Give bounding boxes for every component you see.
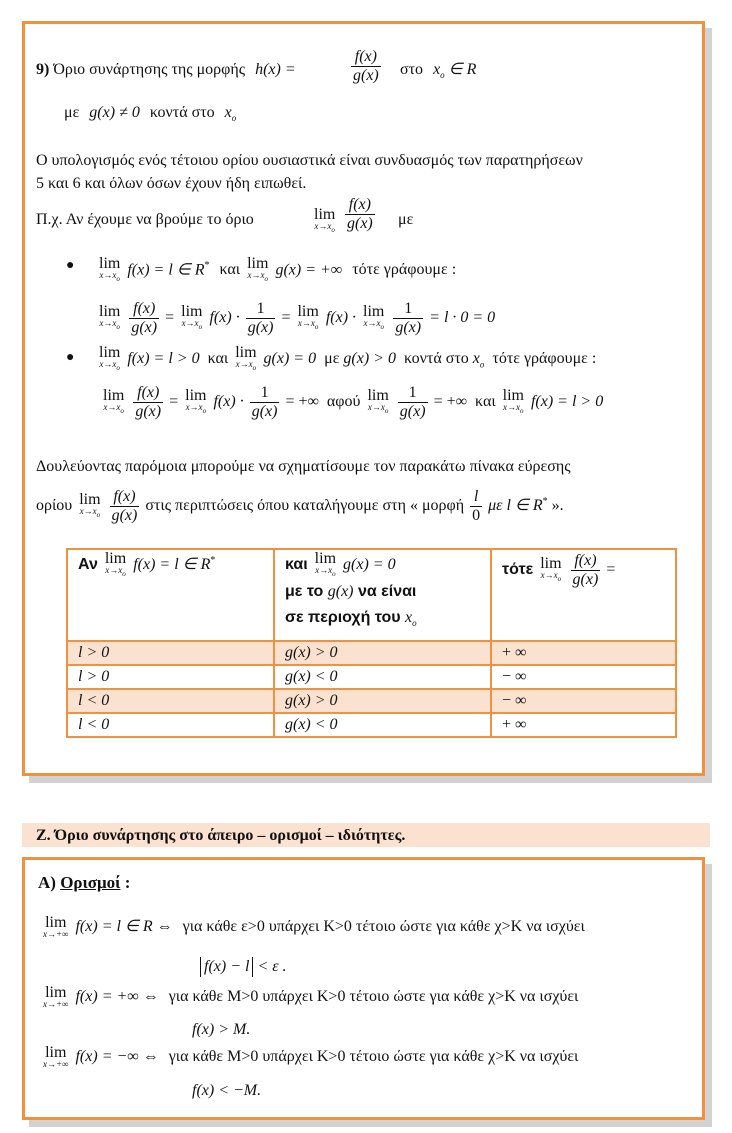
row-g-cell: g(x) > 0 xyxy=(274,641,491,665)
section-number: 9) xyxy=(36,61,50,78)
frac-num: 1 xyxy=(246,300,276,319)
b1-lim2 xyxy=(247,257,268,284)
section-title: Όριο συνάρτησης της μορφής xyxy=(53,61,246,78)
definitions-prefix: Α) xyxy=(38,873,56,892)
frac-num: 1 xyxy=(393,300,423,319)
lim-sub: x→+∞ xyxy=(43,929,69,939)
b1c-frac1 xyxy=(129,300,159,337)
lim-sub: x→+∞ xyxy=(43,999,69,1009)
header-cell-then xyxy=(491,549,676,641)
lim-word: lim xyxy=(363,303,385,321)
def2-text: για κάθε Μ>0 υπάρχει Κ>0 τέτοιο ώστε για κάθε χ>Κ να ισχύει xyxy=(168,988,579,1006)
lim-word: lim xyxy=(540,555,562,573)
lim-word: lim xyxy=(99,344,121,361)
lim-word: lim xyxy=(502,387,524,405)
row-g-cell: g(x) < 0 xyxy=(274,713,491,737)
header-star: * xyxy=(210,554,216,566)
h-point-text xyxy=(400,60,476,85)
b1-expr1: f(x) = l ∈ R xyxy=(127,261,205,279)
b2-then: τότε γράφουμε : xyxy=(492,350,597,368)
b2c-since: αφού xyxy=(326,393,361,411)
lim-word: lim xyxy=(103,387,125,405)
header-if-word: Αν xyxy=(78,556,98,574)
definitions-title: Ορισμοί xyxy=(60,873,121,892)
lim-sub: $x\to x_o$ xyxy=(540,570,562,583)
lim-sub: $x\to x_o$ xyxy=(315,565,336,578)
cond-near: κοντά στο xyxy=(149,104,215,121)
bullet-icon: ● xyxy=(66,258,75,273)
row-result-cell: + ∞ xyxy=(491,713,676,737)
para2-star: * xyxy=(542,495,548,507)
cond-expr: g(x) ≠ 0 xyxy=(89,104,140,121)
def2-line xyxy=(40,986,578,1009)
lim-word: lim xyxy=(314,550,337,567)
lim-word: lim xyxy=(247,255,269,273)
frac-num: f(x) xyxy=(129,300,159,319)
b1c-f: f(x) · xyxy=(209,309,240,327)
b2c-frac2 xyxy=(250,384,280,421)
frac-num: f(x) xyxy=(110,488,140,507)
header-lim xyxy=(105,552,126,579)
bullet2-line xyxy=(96,346,596,374)
lim-word: lim xyxy=(297,303,319,321)
h-frac-den: g(x) xyxy=(353,67,379,84)
b2c-frac1 xyxy=(133,384,163,421)
para1-line1: Ο υπολογισμός ενός τέτοιου ορίου ουσιαστικά είναι συνδυασμός των παρατηρήσεων xyxy=(36,152,583,169)
def1-line xyxy=(40,916,585,939)
lim-sub-o: o xyxy=(120,406,124,415)
lim-sub-o: o xyxy=(384,406,389,415)
lim-sub-o: o xyxy=(557,574,562,583)
lim-sub-o: o xyxy=(116,275,120,284)
header-and-expr: g(x) = 0 xyxy=(343,556,396,574)
frac-num: 1 xyxy=(398,384,428,403)
b1c-lim2 xyxy=(181,305,202,332)
lim-word: lim xyxy=(104,550,127,567)
lim-sub: $x\to x_o$ xyxy=(297,318,319,331)
header-then-word: τότε xyxy=(502,561,534,579)
lim-sub: $x\to x_o$ xyxy=(185,402,207,415)
b1c-end: = l · 0 = 0 xyxy=(429,309,496,327)
header-point: x xyxy=(405,608,413,626)
def1-expr: f(x) = l ∈ R ⇔ xyxy=(75,918,173,936)
lim-sub: $x\to x_o$ xyxy=(105,565,126,578)
cond-prefix: με xyxy=(64,104,80,121)
lim-sub-o: o xyxy=(116,363,120,372)
def1-lim xyxy=(43,916,68,939)
para2-prefix: ορίου xyxy=(36,497,73,515)
header-line2a: με το xyxy=(285,582,324,600)
b2-expr3: g(x) > 0 xyxy=(343,350,396,368)
h-frac-num: f(x) xyxy=(351,48,381,67)
row-l-cell: l > 0 xyxy=(67,641,274,665)
row-result-cell: + ∞ xyxy=(491,641,676,665)
lim-word: lim xyxy=(185,387,207,405)
b2-point: x xyxy=(472,350,480,368)
para1-line2: 5 και 6 και όλων όσων έχουν ήδη ειπωθεί. xyxy=(36,175,307,192)
lim-word: lim xyxy=(367,387,389,405)
bullet1-calc xyxy=(96,300,495,337)
row-l-cell: l < 0 xyxy=(67,689,274,713)
frac-den: g(x) xyxy=(572,571,599,588)
b2-and: και xyxy=(207,350,229,368)
b1-lim1 xyxy=(99,257,120,284)
b1c-lim1 xyxy=(99,305,120,332)
example-lim xyxy=(314,208,335,235)
lim-sub-o: o xyxy=(332,569,336,578)
lim-sub: $x\to x_o$ xyxy=(99,270,120,284)
row-result-cell: − ∞ xyxy=(491,689,676,713)
frac-den: 0 xyxy=(472,507,481,524)
table-header-row xyxy=(67,549,676,641)
lim-sub: $x\to x_o$ xyxy=(247,270,269,284)
point-sub: o xyxy=(440,70,445,81)
row-result-cell: − ∞ xyxy=(491,665,676,689)
header-point-sub: o xyxy=(412,617,417,628)
lim-sub: $x\to x_o$ xyxy=(99,318,120,331)
lim-sub-o: o xyxy=(96,510,101,519)
lim-word: lim xyxy=(314,206,336,223)
header-if-expr: f(x) = l ∈ R xyxy=(133,556,211,574)
def3-cond: f(x) < −M. xyxy=(192,1082,262,1099)
header-and-word: και xyxy=(285,556,308,574)
example-prefix: Π.χ. Αν έχουμε να βρούμε το όριο xyxy=(36,211,254,228)
limits-table xyxy=(66,548,677,738)
b2-lim2 xyxy=(235,346,256,373)
def3-text: για κάθε Μ>0 υπάρχει Κ>0 τέτοιο ώστε για κάθε χ>Κ να ισχύει xyxy=(168,1048,579,1066)
lim-sub-o: o xyxy=(520,406,524,415)
row-l-cell: l < 0 xyxy=(67,713,274,737)
b1c-eq2: = xyxy=(281,309,291,327)
b2-expr2: g(x) = 0 xyxy=(263,350,317,368)
table-row xyxy=(67,689,676,713)
b2c-res: = +∞ xyxy=(285,393,319,411)
frac-num: 1 xyxy=(250,384,280,403)
b1-and: και xyxy=(219,261,241,279)
header-cell-and xyxy=(274,549,491,641)
table-row xyxy=(67,665,676,689)
header-line3: σε περιοχή του xyxy=(285,608,401,626)
lim-word: lim xyxy=(99,303,121,321)
lim-word: lim xyxy=(45,1044,67,1061)
lim-sub-o: o xyxy=(314,322,319,331)
header-line2b: g(x) xyxy=(327,582,354,600)
para2-lim xyxy=(79,493,100,520)
lim-sub: $x\to x_o$ xyxy=(314,221,335,234)
header-frac xyxy=(571,552,601,589)
frac-num: f(x) xyxy=(571,552,601,571)
def2-expr: f(x) = +∞ ⇔ xyxy=(75,988,159,1006)
row-l-cell: l > 0 xyxy=(67,665,274,689)
h-lhs: h(x) = xyxy=(255,61,296,78)
frac-den: g(x) xyxy=(247,319,274,336)
lim-sub: x→+∞ xyxy=(43,1059,69,1069)
bullet-icon: ● xyxy=(66,350,75,365)
lim-sub: $x\to x_o$ xyxy=(363,318,384,331)
bullet1-line xyxy=(96,256,456,284)
cond-point-sub: o xyxy=(231,113,237,124)
b2c-and: και xyxy=(475,393,496,411)
lim-word: lim xyxy=(99,255,121,273)
frac-den: g(x) xyxy=(251,403,278,420)
header-and-line2 xyxy=(285,579,480,605)
para2-close: ». xyxy=(551,497,564,515)
para2-l0-frac xyxy=(470,488,482,525)
para2-line1: Δουλεύοντας παρόμοια μπορούμε να σχηματίσουμε τον παρακάτω πίνακα εύρεσης xyxy=(36,458,571,475)
b2c-f: f(x) · xyxy=(213,393,244,411)
b1c-frac2 xyxy=(246,300,276,337)
para2-end: με l ∈ R xyxy=(488,497,543,515)
lim-word: lim xyxy=(45,914,67,931)
lim-sub-o: o xyxy=(264,275,269,284)
b2c-lim1 xyxy=(103,389,124,416)
b1c-lim4 xyxy=(363,305,384,332)
section-z-title: Ζ. Όριο συνάρτησης στο άπειρο – ορισμοί – ιδιότητες. xyxy=(36,827,406,844)
b2-expr1: f(x) = l > 0 xyxy=(127,350,200,368)
header-lim2 xyxy=(315,552,336,579)
point-x: x xyxy=(433,61,441,78)
lim-word: lim xyxy=(45,984,67,1001)
lim-sub: $x\to x_o$ xyxy=(181,318,203,331)
definitions-colon: : xyxy=(124,873,131,892)
frac-den: g(x) xyxy=(131,319,158,336)
cond-point: x xyxy=(224,104,232,121)
header-line2c: να είναι xyxy=(357,582,417,600)
b2c-final: f(x) = l > 0 xyxy=(530,393,604,411)
lim-sub-o: o xyxy=(380,322,384,331)
h-fraction xyxy=(351,48,381,85)
def1-cond-end: < ε . xyxy=(257,958,287,975)
def3-expr: f(x) = −∞ ⇔ xyxy=(75,1048,159,1066)
table-row xyxy=(67,713,676,737)
section-9-heading xyxy=(36,60,296,80)
example-frac-den: g(x) xyxy=(347,215,373,232)
header-cell-if xyxy=(67,549,274,641)
header-eq: = xyxy=(606,561,616,579)
frac-num: l xyxy=(470,488,482,507)
b1-star: * xyxy=(204,260,210,271)
lim-sub: $x\to x_o$ xyxy=(367,402,389,415)
row-g-cell: g(x) < 0 xyxy=(274,665,491,689)
def3-lim xyxy=(43,1046,68,1069)
b1c-frac3 xyxy=(393,300,423,337)
bullet2-calc xyxy=(100,384,603,421)
frac-den: g(x) xyxy=(399,403,426,420)
lim-sub-o: o xyxy=(198,322,203,331)
frac-den: g(x) xyxy=(111,507,138,524)
lim-word: lim xyxy=(181,303,203,321)
b2-near: κοντά στο xyxy=(403,350,469,368)
b1c-eq: = xyxy=(165,309,175,327)
example-fraction xyxy=(345,196,375,233)
definitions-heading xyxy=(38,873,130,893)
frac-den: g(x) xyxy=(135,403,162,420)
lim-sub-o: o xyxy=(331,225,335,234)
frac-den: g(x) xyxy=(395,319,422,336)
b2c-lim3 xyxy=(367,389,388,416)
b1c-lim3 xyxy=(297,305,318,332)
lim-sub-o: o xyxy=(116,322,120,331)
lim-sub: $x\to x_o$ xyxy=(235,359,257,372)
lim-sub: $x\to x_o$ xyxy=(99,359,120,372)
b1c-f2: f(x) · xyxy=(325,309,357,327)
lim-sub: $x\to x_o$ xyxy=(79,506,101,519)
def1-cond-abs: f(x) − l xyxy=(200,957,253,977)
para2-line2 xyxy=(36,488,564,525)
lim-word: lim xyxy=(235,344,257,361)
condition-line xyxy=(64,103,236,128)
lim-word: lim xyxy=(79,491,101,509)
para2-frac xyxy=(110,488,140,525)
table-row xyxy=(67,641,676,665)
b2c-lim2 xyxy=(185,389,206,416)
def2-cond: f(x) > M. xyxy=(192,1021,251,1038)
b2-with: με xyxy=(324,350,340,368)
lim-sub-o: o xyxy=(122,569,126,578)
lim-sub-o: o xyxy=(252,363,257,372)
header-and-line3 xyxy=(285,605,480,636)
b2c-lim4 xyxy=(503,389,524,416)
b1-then: τότε γράφουμε : xyxy=(352,261,457,279)
b2c-frac3 xyxy=(398,384,428,421)
header-lim3 xyxy=(540,557,561,584)
row-g-cell: g(x) > 0 xyxy=(274,689,491,713)
b2c-eq: = xyxy=(169,393,179,411)
lim-sub: $x\to x_o$ xyxy=(103,402,124,415)
def2-lim xyxy=(43,986,68,1009)
def3-line xyxy=(40,1046,578,1069)
frac-num: f(x) xyxy=(133,384,163,403)
example-frac-num: f(x) xyxy=(345,196,375,215)
b2-point-sub: o xyxy=(479,359,485,370)
lim-sub: $x\to x_o$ xyxy=(503,402,524,415)
def1-text: για κάθε ε>0 υπάρχει Κ>0 τέτοιο ώστε για κάθε χ>Κ να ισχύει xyxy=(182,918,585,936)
in-R: ∈ R xyxy=(448,61,477,78)
def1-cond xyxy=(200,957,287,977)
b1-expr2: g(x) = +∞ xyxy=(275,261,343,279)
example-suffix: με xyxy=(398,211,414,228)
b2c-res2: = +∞ xyxy=(433,393,468,411)
b2-lim1 xyxy=(99,346,120,373)
para2-mid: στις περιπτώσεις όπου καταλήγουμε στη « μορφή xyxy=(145,497,465,515)
lim-sub-o: o xyxy=(202,406,207,415)
at-word: στο xyxy=(400,61,424,78)
